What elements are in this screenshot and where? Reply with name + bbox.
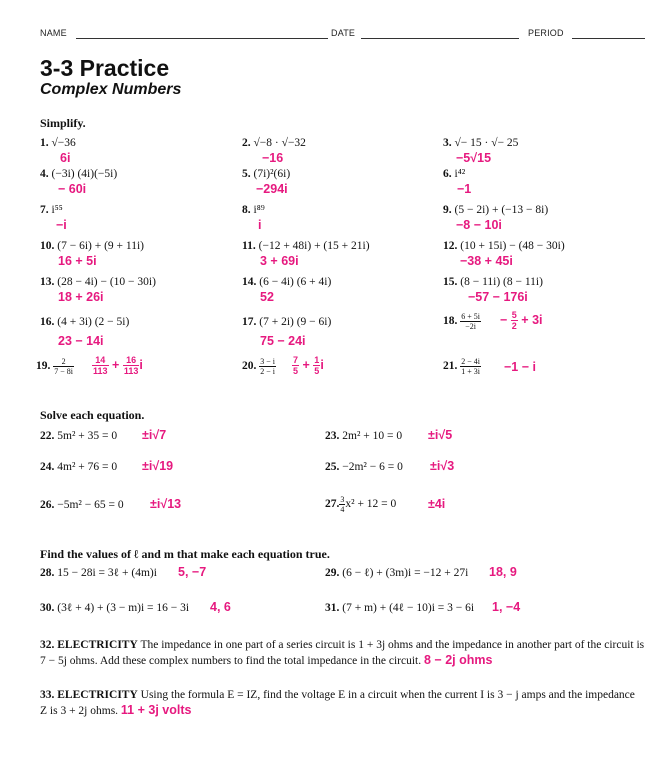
answer-31: 1, −4 (492, 600, 521, 614)
date-line[interactable] (361, 38, 519, 39)
answer-6: −1 (457, 182, 472, 196)
problem-12: 12. (10 + 15i) − (48 − 30i) (443, 240, 565, 252)
problem-17: 17. (7 + 2i) (9 − 6i) (242, 316, 332, 328)
date-label: DATE (331, 28, 356, 38)
problem-18: 18. $\frac{6 + 5i}{-2i}$ (443, 312, 480, 331)
answer-27: ±4i (428, 497, 446, 511)
answer-23: ±i√5 (428, 428, 453, 442)
section-solve: Solve each equation. (40, 408, 145, 422)
answer-26: ±i√13 (150, 497, 182, 511)
period-label: PERIOD (528, 28, 564, 38)
answer-12: −38 + 45i (460, 254, 513, 268)
answer-5: −294i (256, 182, 288, 196)
answer-13: 18 + 26i (58, 290, 104, 304)
problem-19: 19. $\frac{2}{7 - 8i}$ (36, 357, 73, 376)
problem-14: 14. (6 − 4i) (6 + 4i) (242, 276, 332, 288)
answer-18: − $\frac{5}{2}$ + 3i (500, 310, 543, 331)
answer-19: $\frac{14}{113}$ + $\frac{16}{113}$ i (93, 355, 143, 376)
period-line[interactable] (572, 38, 645, 39)
section-find-values: Find the values of ℓ and m that make each equation true. (40, 547, 330, 561)
problem-28: 28. 15 − 28i = 3ℓ + (4m)i (40, 567, 157, 579)
name-line[interactable] (76, 38, 328, 39)
answer-1: 6i (60, 151, 71, 165)
answer-22: ±i√7 (142, 428, 167, 442)
answer-20: $\frac{7}{5}$ + $\frac{1}{5}$ i (293, 355, 324, 376)
problem-20: 20. $\frac{3 - i}{2 - i}$ (242, 357, 275, 376)
problem-33: 33. ELECTRICITY Using the formula E = IZ, find the voltage E in a circuit when the current I is 3 − j amps and the impedance Z is 3 + 2j ohms. 11 + 3j volts (40, 689, 635, 717)
answer-9: −8 − 10i (456, 218, 502, 232)
answer-14: 52 (260, 290, 274, 304)
answer-10: 16 + 5i (58, 254, 97, 268)
problem-5: 5. (7i)²(6i) (242, 168, 291, 180)
answer-4: − 60i (58, 182, 87, 196)
answer-21: −1 − i (504, 360, 536, 374)
problem-25: 25. −2m² − 6 = 0 (325, 461, 403, 473)
problem-26: 26. −5m² − 65 = 0 (40, 499, 124, 511)
answer-30: 4, 6 (210, 600, 231, 614)
problem-27: 27. $\frac{3}{4}$ x² + 12 = 0 (325, 495, 397, 514)
problem-31: 31. (7 + m) + (4ℓ − 10)i = 3 − 6i (325, 602, 475, 614)
answer-32: 8 − 2j ohms (424, 653, 493, 667)
answer-17: 75 − 24i (260, 334, 306, 348)
section-simplify: Simplify. (40, 116, 86, 130)
problem-21: 21. $\frac{2 - 4i}{1 + 3i}$ (443, 357, 480, 376)
answer-2: −16 (262, 151, 284, 165)
problem-11: 11. (−12 + 48i) + (15 + 21i) (242, 240, 370, 252)
problem-3: 3. √− 15 · √− 25 (443, 137, 519, 149)
problem-24: 24. 4m² + 76 = 0 (40, 461, 118, 473)
answer-29: 18, 9 (489, 565, 517, 579)
answer-11: 3 + 69i (260, 254, 299, 268)
problem-10: 10. (7 − 6i) + (9 + 11i) (40, 240, 144, 252)
answer-28: 5, −7 (178, 565, 207, 579)
page-subtitle: Complex Numbers (40, 81, 182, 98)
problem-13: 13. (28 − 4i) − (10 − 30i) (40, 276, 156, 288)
problem-15: 15. (8 − 11i) (8 − 11i) (443, 276, 543, 288)
problem-32: 32. ELECTRICITY The impedance in one part of a series circuit is 1 + 3j ohms and the impedance in another part of the circuit is 7 − 5j ohms. Add these complex numbers to find the total impedance in the circuit. 8 − 2j ohms (40, 639, 645, 667)
problem-7: 7. i⁵⁵ (40, 204, 63, 216)
problem-2: 2. √−8 · √−32 (242, 137, 306, 149)
page-title: 3-3 Practice (40, 55, 170, 81)
problem-30: 30. (3ℓ + 4) + (3 − m)i = 16 − 3i (40, 602, 190, 614)
problem-29: 29. (6 − ℓ) + (3m)i = −12 + 27i (325, 567, 469, 579)
problem-9: 9. (5 − 2i) + (−13 − 8i) (443, 204, 549, 216)
answer-8: i (258, 218, 262, 232)
problem-8: 8. i⁸⁹ (242, 204, 265, 216)
answer-7: −i (56, 218, 67, 232)
answer-24: ±i√19 (142, 459, 174, 473)
answer-15: −57 − 176i (468, 290, 528, 304)
answer-33: 11 + 3j volts (120, 703, 192, 717)
answer-3: −5√15 (456, 151, 492, 165)
problem-23: 23. 2m² + 10 = 0 (325, 430, 403, 442)
name-label: NAME (40, 28, 67, 38)
problem-6: 6. i⁴² (443, 168, 466, 180)
answer-16: 23 − 14i (58, 334, 104, 348)
problem-16: 16. (4 + 3i) (2 − 5i) (40, 316, 130, 328)
problem-4: 4. (−3i) (4i)(−5i) (40, 168, 118, 180)
answer-25: ±i√3 (430, 459, 455, 473)
problem-22: 22. 5m² + 35 = 0 (40, 430, 118, 442)
problem-1: 1. √−36 (40, 137, 76, 149)
